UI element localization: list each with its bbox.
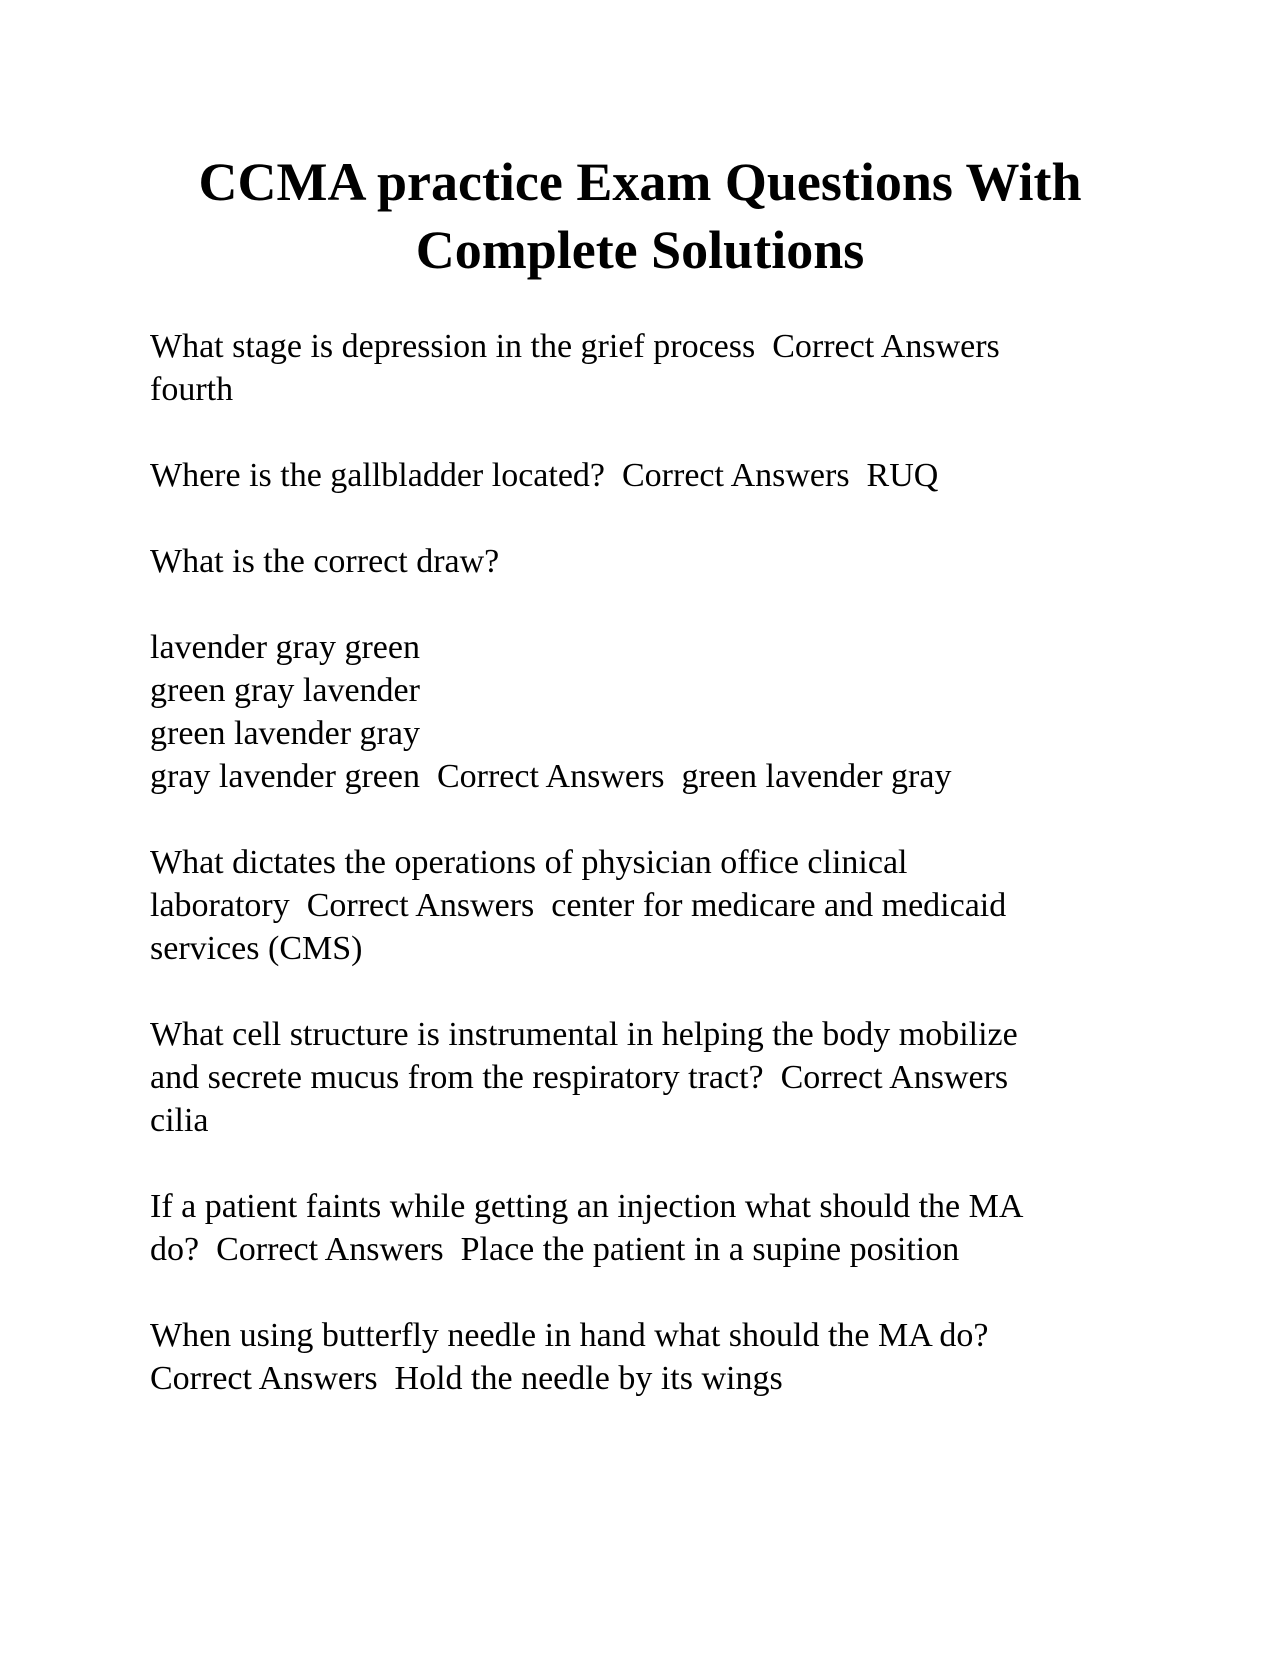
title-line: CCMA practice Exam Questions With <box>198 152 1082 212</box>
page-title <box>130 148 1150 284</box>
answer-line: Correct Answers Hold the needle by its wings <box>150 1360 783 1397</box>
answer-line: do? Correct Answers Place the patient in a supine position <box>150 1231 960 1268</box>
question-line: What cell structure is instrumental in helping the body mobilize <box>150 1016 1018 1053</box>
question-line: If a patient faints while getting an injection what should the MA <box>150 1188 1024 1225</box>
question-item <box>150 841 1150 970</box>
answer-line: fourth <box>150 371 234 408</box>
question-item <box>150 1314 1150 1400</box>
question-item <box>150 540 1150 583</box>
option-line: gray lavender green Correct Answers green lavender gray <box>150 758 952 795</box>
title-line: Complete Solutions <box>415 220 865 280</box>
question-line: Where is the gallbladder located? Correct Answers RUQ <box>150 457 939 494</box>
answer-line: cilia <box>150 1102 209 1139</box>
question-item <box>150 1013 1150 1142</box>
question-line: laboratory Correct Answers center for medicare and medicaid <box>150 887 1007 924</box>
option-line: lavender gray green <box>150 629 420 666</box>
question-line: What is the correct draw? <box>150 543 500 580</box>
question-item <box>150 325 1150 411</box>
question-item <box>150 1185 1150 1271</box>
question-line: What stage is depression in the grief process Correct Answers <box>150 328 1000 365</box>
question-line: When using butterfly needle in hand what should the MA do? <box>150 1317 989 1354</box>
option-line: green lavender gray <box>150 715 420 752</box>
answer-line: services (CMS) <box>150 930 363 967</box>
question-line: and secrete mucus from the respiratory tract? Correct Answers <box>150 1059 1009 1096</box>
option-line: green gray lavender <box>150 672 420 709</box>
question-line: What dictates the operations of physician office clinical <box>150 844 908 881</box>
answer-options <box>150 626 1150 798</box>
question-list <box>150 325 1150 1443</box>
question-item <box>150 454 1150 497</box>
